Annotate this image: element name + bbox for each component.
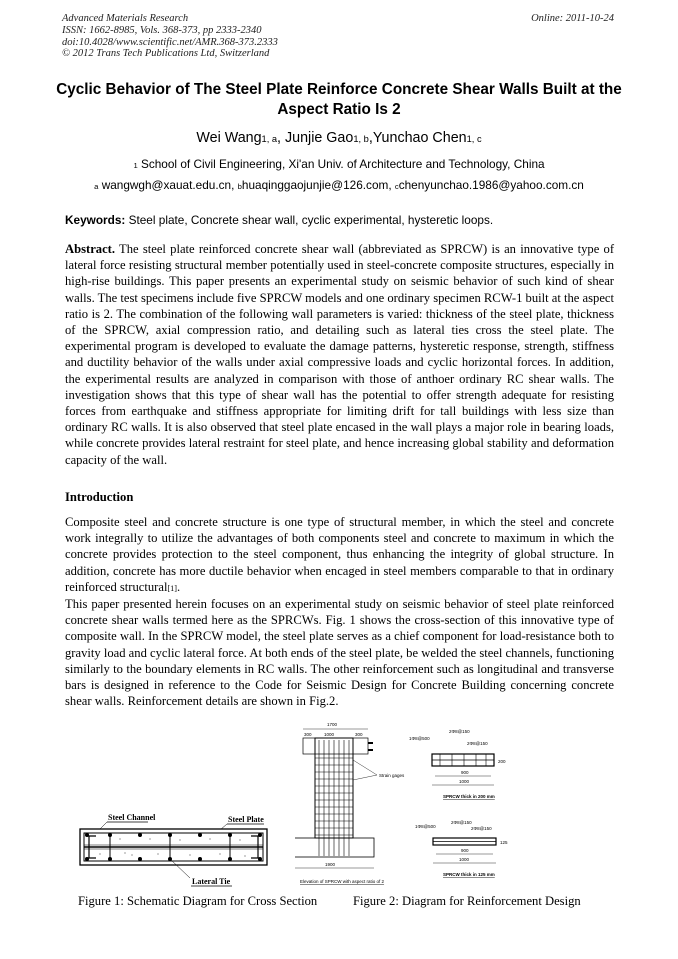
- dim-label: 300: [304, 732, 312, 737]
- author-name: Junjie Gao: [284, 130, 354, 146]
- dim-label: 900: [461, 848, 469, 853]
- figure-1-caption: Figure 1: Schematic Diagram for Cross Section: [78, 894, 318, 908]
- email-sup: a: [94, 182, 99, 191]
- author-sup: 1, b: [353, 134, 369, 144]
- figure-1-cross-section: [60, 718, 290, 890]
- doi: doi:10.4028/www.scientific.net/AMR.368-373.2333: [62, 36, 278, 48]
- author-name: Wei Wang: [196, 130, 262, 146]
- email-list: $^a$ wangwgh@xauat.edu.cn, $^b$huaqinggaojunjie@126.com, $^c$chenyunchao.1986@yahoo.com.cn: [94, 178, 584, 192]
- author-name: Yunchao Chen: [372, 130, 467, 146]
- issn: ISSN: 1662-8985, Vols. 368-373, pp 2333-2340: [62, 24, 262, 36]
- dim-label: 1000: [324, 732, 335, 737]
- section-200-caption: SPRCW thick in 200 mm: [443, 794, 495, 799]
- introduction-heading: Introduction: [65, 490, 134, 504]
- abstract-text: The steel plate reinforced concrete shear wall (abbreviated as SPRCW) is an innovative type of lateral force resisting structural member potentially used in steel-concrete composite structures, especially in high-rise buildings. This paper presents an experimental study on seismic behavior of such kind of shear walls. The test specimens include five SPRCW models and one ordinary specimen RCW-1 built at the aspect ratio is 2. The combination of the following wall parameters is varied: thickness of the steel plate, thickness of the SPRCW, axial compression ratio, and detailing such as lateral ties cross the steel plate. The experimental program is developed to evaluate the damage patterns, hysteretic response, strength, stiffness and ductility behavior of the walls under axial compressive loads and cyclic horizontal forces. In addition, the experimental results are analyzed in comparison with those of anthoer ordinary RC shear walls. The investigation shows that this type of shear wall has the potential to offer strength adequate for resisting forces from earthquake and stiffness appropriate for limiting drift for tall buildings with less size than ordinary RC walls. It is also observed that steel plate encased in the wall plays a major role in bearing loads, while concrete provides lateral restraint for steel plate, and hence increasing global stability and deformation capacity of the wall.: [65, 242, 615, 467]
- dim-label: 200: [498, 759, 506, 764]
- dim-label: 1000: [459, 857, 470, 862]
- email-sup: c: [394, 182, 399, 191]
- copyright: © 2012 Trans Tech Publications Ltd, Switzerland: [62, 48, 270, 60]
- journal-name: Advanced Materials Research: [62, 13, 189, 24]
- steel-plate-label: Steel Plate: [228, 815, 264, 824]
- email-link[interactable]: chenyunchao.1986@yahoo.com.cn: [398, 178, 584, 192]
- keywords-label: Keywords:: [65, 213, 126, 227]
- figure-2-caption: Figure 2: Diagram for Reinforcement Design: [353, 894, 581, 908]
- online-date: Online: 2011-10-24: [531, 13, 614, 24]
- dim-label: 1900: [325, 862, 336, 867]
- affiliation: [0, 157, 678, 171]
- affiliation-text: School of Civil Engineering, Xi'an Univ. of Architecture and Technology, China: [140, 157, 545, 171]
- steel-channel-label: Steel Channel: [108, 813, 156, 822]
- paper-title: Cyclic Behavior of The Steel Plate Reinforce Concrete Shear Walls Built at the Aspect Ratio Is 2: [56, 81, 622, 118]
- strain-gages-label: Strain gages: [379, 773, 405, 778]
- dim-label: 1700: [327, 722, 338, 727]
- figures: [60, 718, 620, 890]
- figure-2-sections: [405, 718, 585, 890]
- bar-label: 2Φ8@150: [449, 729, 470, 734]
- period: .: [177, 579, 181, 594]
- author-sup: 1, a: [261, 134, 278, 144]
- figure-2-elevation: [295, 718, 415, 890]
- affiliation-sup: 1: [133, 161, 138, 170]
- email-link[interactable]: wangwgh@xauat.edu.cn: [101, 178, 232, 192]
- journal-header: [62, 13, 278, 60]
- keywords-text: Steel plate, Concrete shear wall, cyclic experimental, hysteretic loops.: [128, 213, 494, 227]
- section-125-caption: SPRCW thick in 125 mm: [443, 872, 495, 877]
- abstract-label: Abstract.: [65, 242, 116, 256]
- dim-label: 125: [500, 840, 508, 845]
- email-link[interactable]: huaqinggaojunjie@126.com: [241, 178, 389, 192]
- intro-paragraph-1-text: Composite steel and concrete structure is one type of structural member, in which the steel and concrete work integrally to utilize the advantages of both components steel and concrete to maximum in which the concrete provides protection to the steel component, thus enhancing the integrity of global structure. In addition, concrete has more ductile behavior when encaged in steel members comparable to that in ordinary reinforced structural: [65, 515, 614, 594]
- elevation-caption: Elevation of SPRCW with aspect ratio of 2: [300, 879, 385, 884]
- email-sup: b: [237, 182, 242, 191]
- bar-label: 2Φ8@150: [471, 826, 492, 831]
- bar-label: 2Φ8@150: [451, 820, 472, 825]
- author-sup: 1, c: [466, 134, 482, 144]
- dim-label: 900: [461, 770, 469, 775]
- dim-label: 300: [355, 732, 363, 737]
- bar-label: 1Φ8@500: [409, 736, 430, 741]
- lateral-tie-label: Lateral Tie: [192, 877, 231, 886]
- citation-ref[interactable]: [1]: [167, 583, 177, 593]
- dim-label: 1000: [459, 779, 470, 784]
- bar-label: 2Φ8@150: [467, 741, 488, 746]
- keywords: [65, 213, 493, 227]
- author-list: Wei Wang$^{1, a}$, Junjie Gao$^{1, b}$,Yunchao Chen$^{1, c}$: [196, 130, 482, 146]
- intro-paragraph-2: This paper presented herein focuses on an experimental study on seismic behavior of steel plate reinforced concrete shear walls termed here as the SPRCWs. Fig. 1 shows the cross-section of this innovative type of composite wall. In the SPRCW model, the steel plate serves as a chief component for load-resistance both to gravity load and cyclic lateral force. At both ends of the steel plate, be welded the steel channels, functioning similarly to the boundary elements in RC walls. The other reinforcement such as longitudinal and transverse bars is designed in reference to the Code for Seismic Design for Concrete Building concerning concrete shear walls. Reinforcement details are shown in Fig.2.: [65, 597, 614, 709]
- bar-label: 1Φ8@500: [415, 824, 436, 829]
- intro-paragraph-1: [65, 514, 614, 595]
- abstract: [65, 241, 614, 468]
